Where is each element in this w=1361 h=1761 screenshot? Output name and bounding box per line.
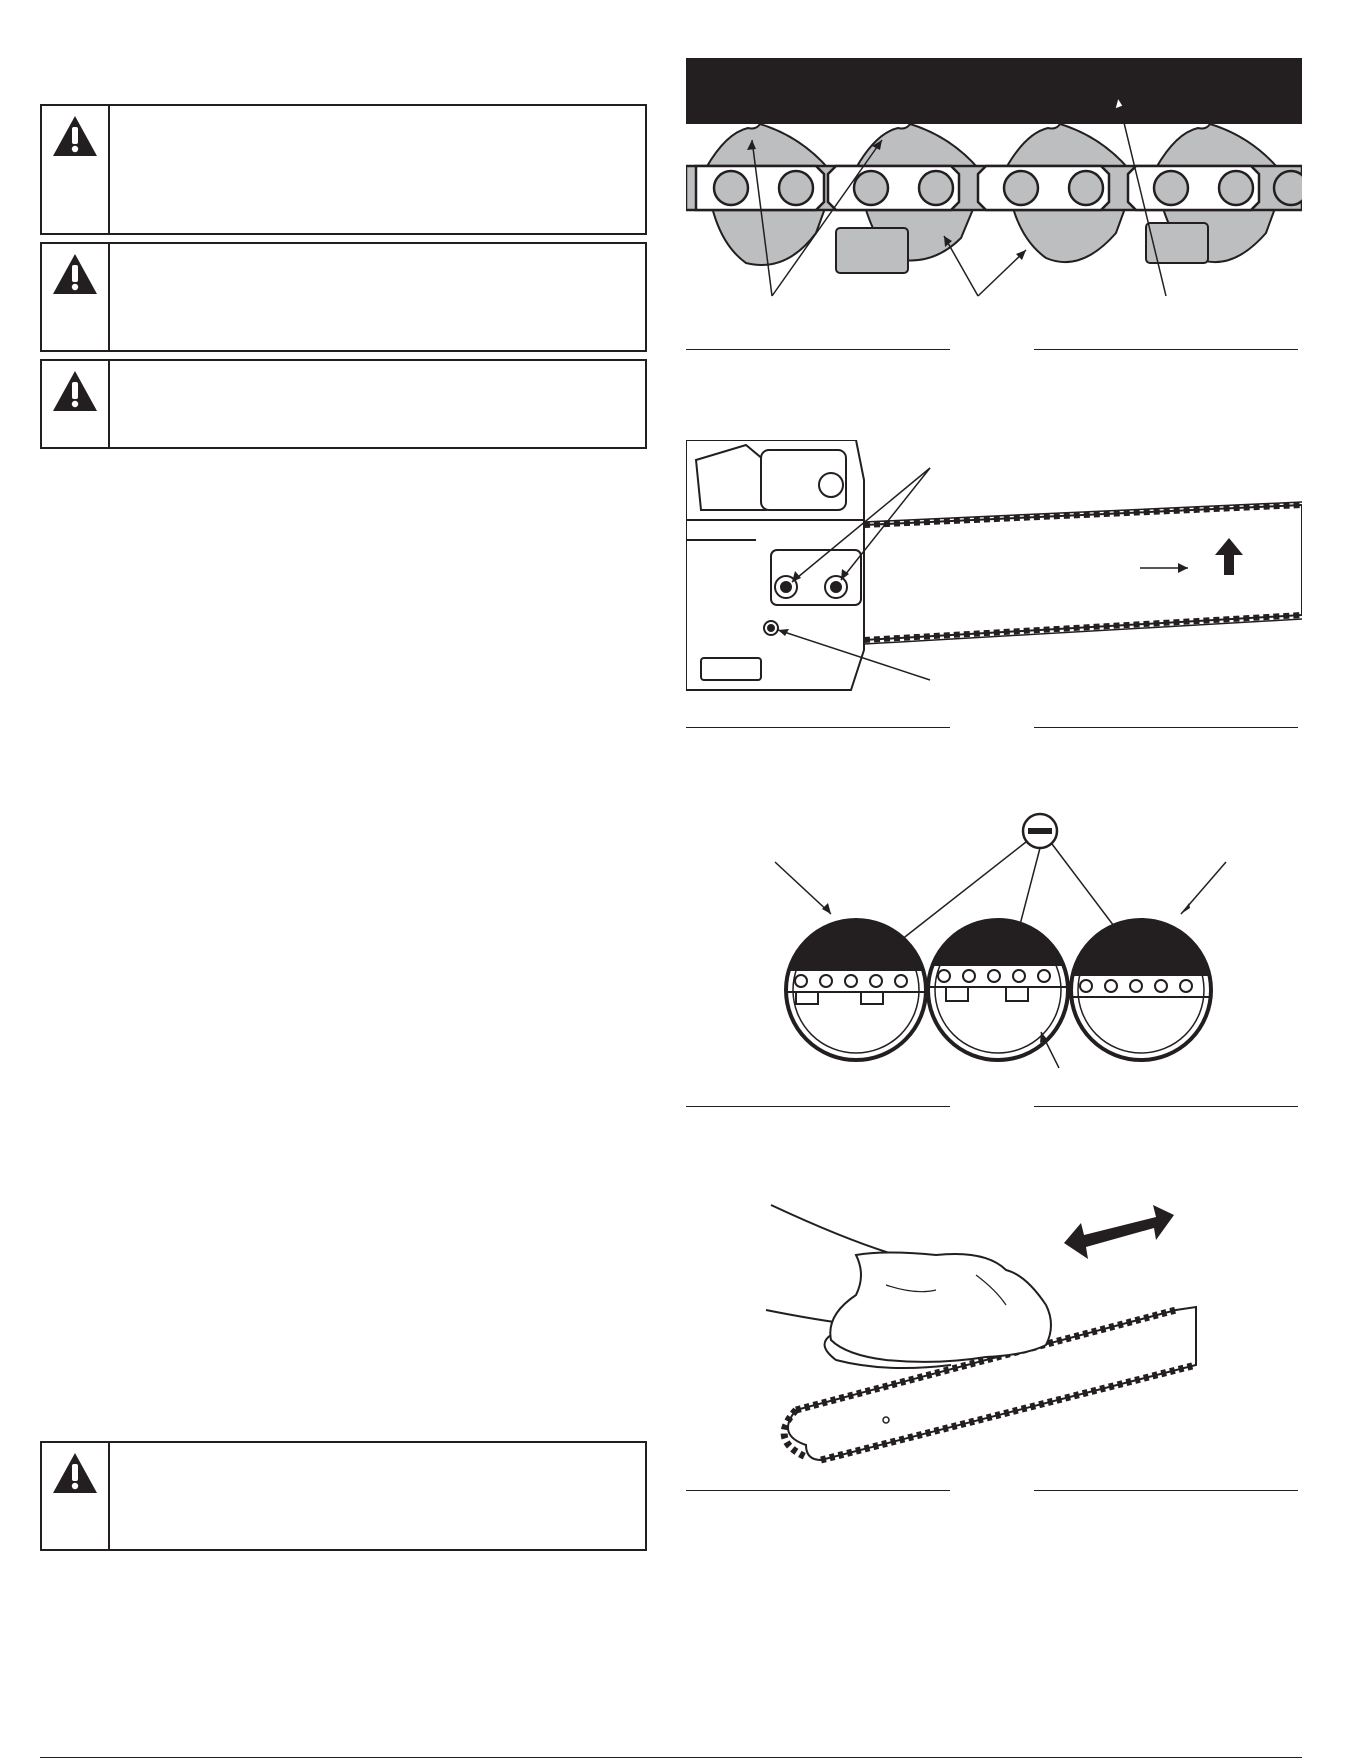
tension-check-illustration	[686, 810, 1302, 1080]
warning-icon-cell	[42, 361, 110, 447]
caption-rule-left	[686, 727, 950, 728]
warning-text	[110, 1443, 645, 1549]
footer-rule	[40, 1757, 1302, 1758]
chain-closeup-illustration	[686, 58, 1302, 303]
caption-rule-right	[1034, 1106, 1298, 1107]
chain-closeup-figure	[686, 58, 1302, 303]
bar-nuts-illustration	[686, 440, 1302, 700]
caption-rule-right	[1034, 1490, 1298, 1491]
bar-nuts-figure	[686, 440, 1302, 700]
gloved-hand-illustration	[686, 1195, 1302, 1475]
warning-box-2	[40, 242, 647, 352]
warning-box-1	[40, 104, 647, 235]
warning-box-3	[40, 359, 647, 449]
caption-rule-left	[686, 1106, 950, 1107]
warning-box-4	[40, 1441, 647, 1551]
gloved-hand-figure	[686, 1195, 1302, 1475]
caption-rule-left	[686, 349, 950, 350]
caption-rule-left	[686, 1490, 950, 1491]
warning-text	[110, 106, 645, 233]
warning-triangle-icon	[51, 1451, 99, 1495]
warning-triangle-icon	[51, 369, 99, 413]
warning-text	[110, 244, 645, 350]
caption-rule-right	[1034, 727, 1298, 728]
warning-triangle-icon	[51, 252, 99, 296]
warning-text	[110, 361, 645, 447]
warning-icon-cell	[42, 244, 110, 350]
warning-icon-cell	[42, 106, 110, 233]
tension-check-figure	[686, 810, 1302, 1080]
caption-rule-right	[1034, 349, 1298, 350]
warning-triangle-icon	[51, 114, 99, 158]
warning-icon-cell	[42, 1443, 110, 1549]
